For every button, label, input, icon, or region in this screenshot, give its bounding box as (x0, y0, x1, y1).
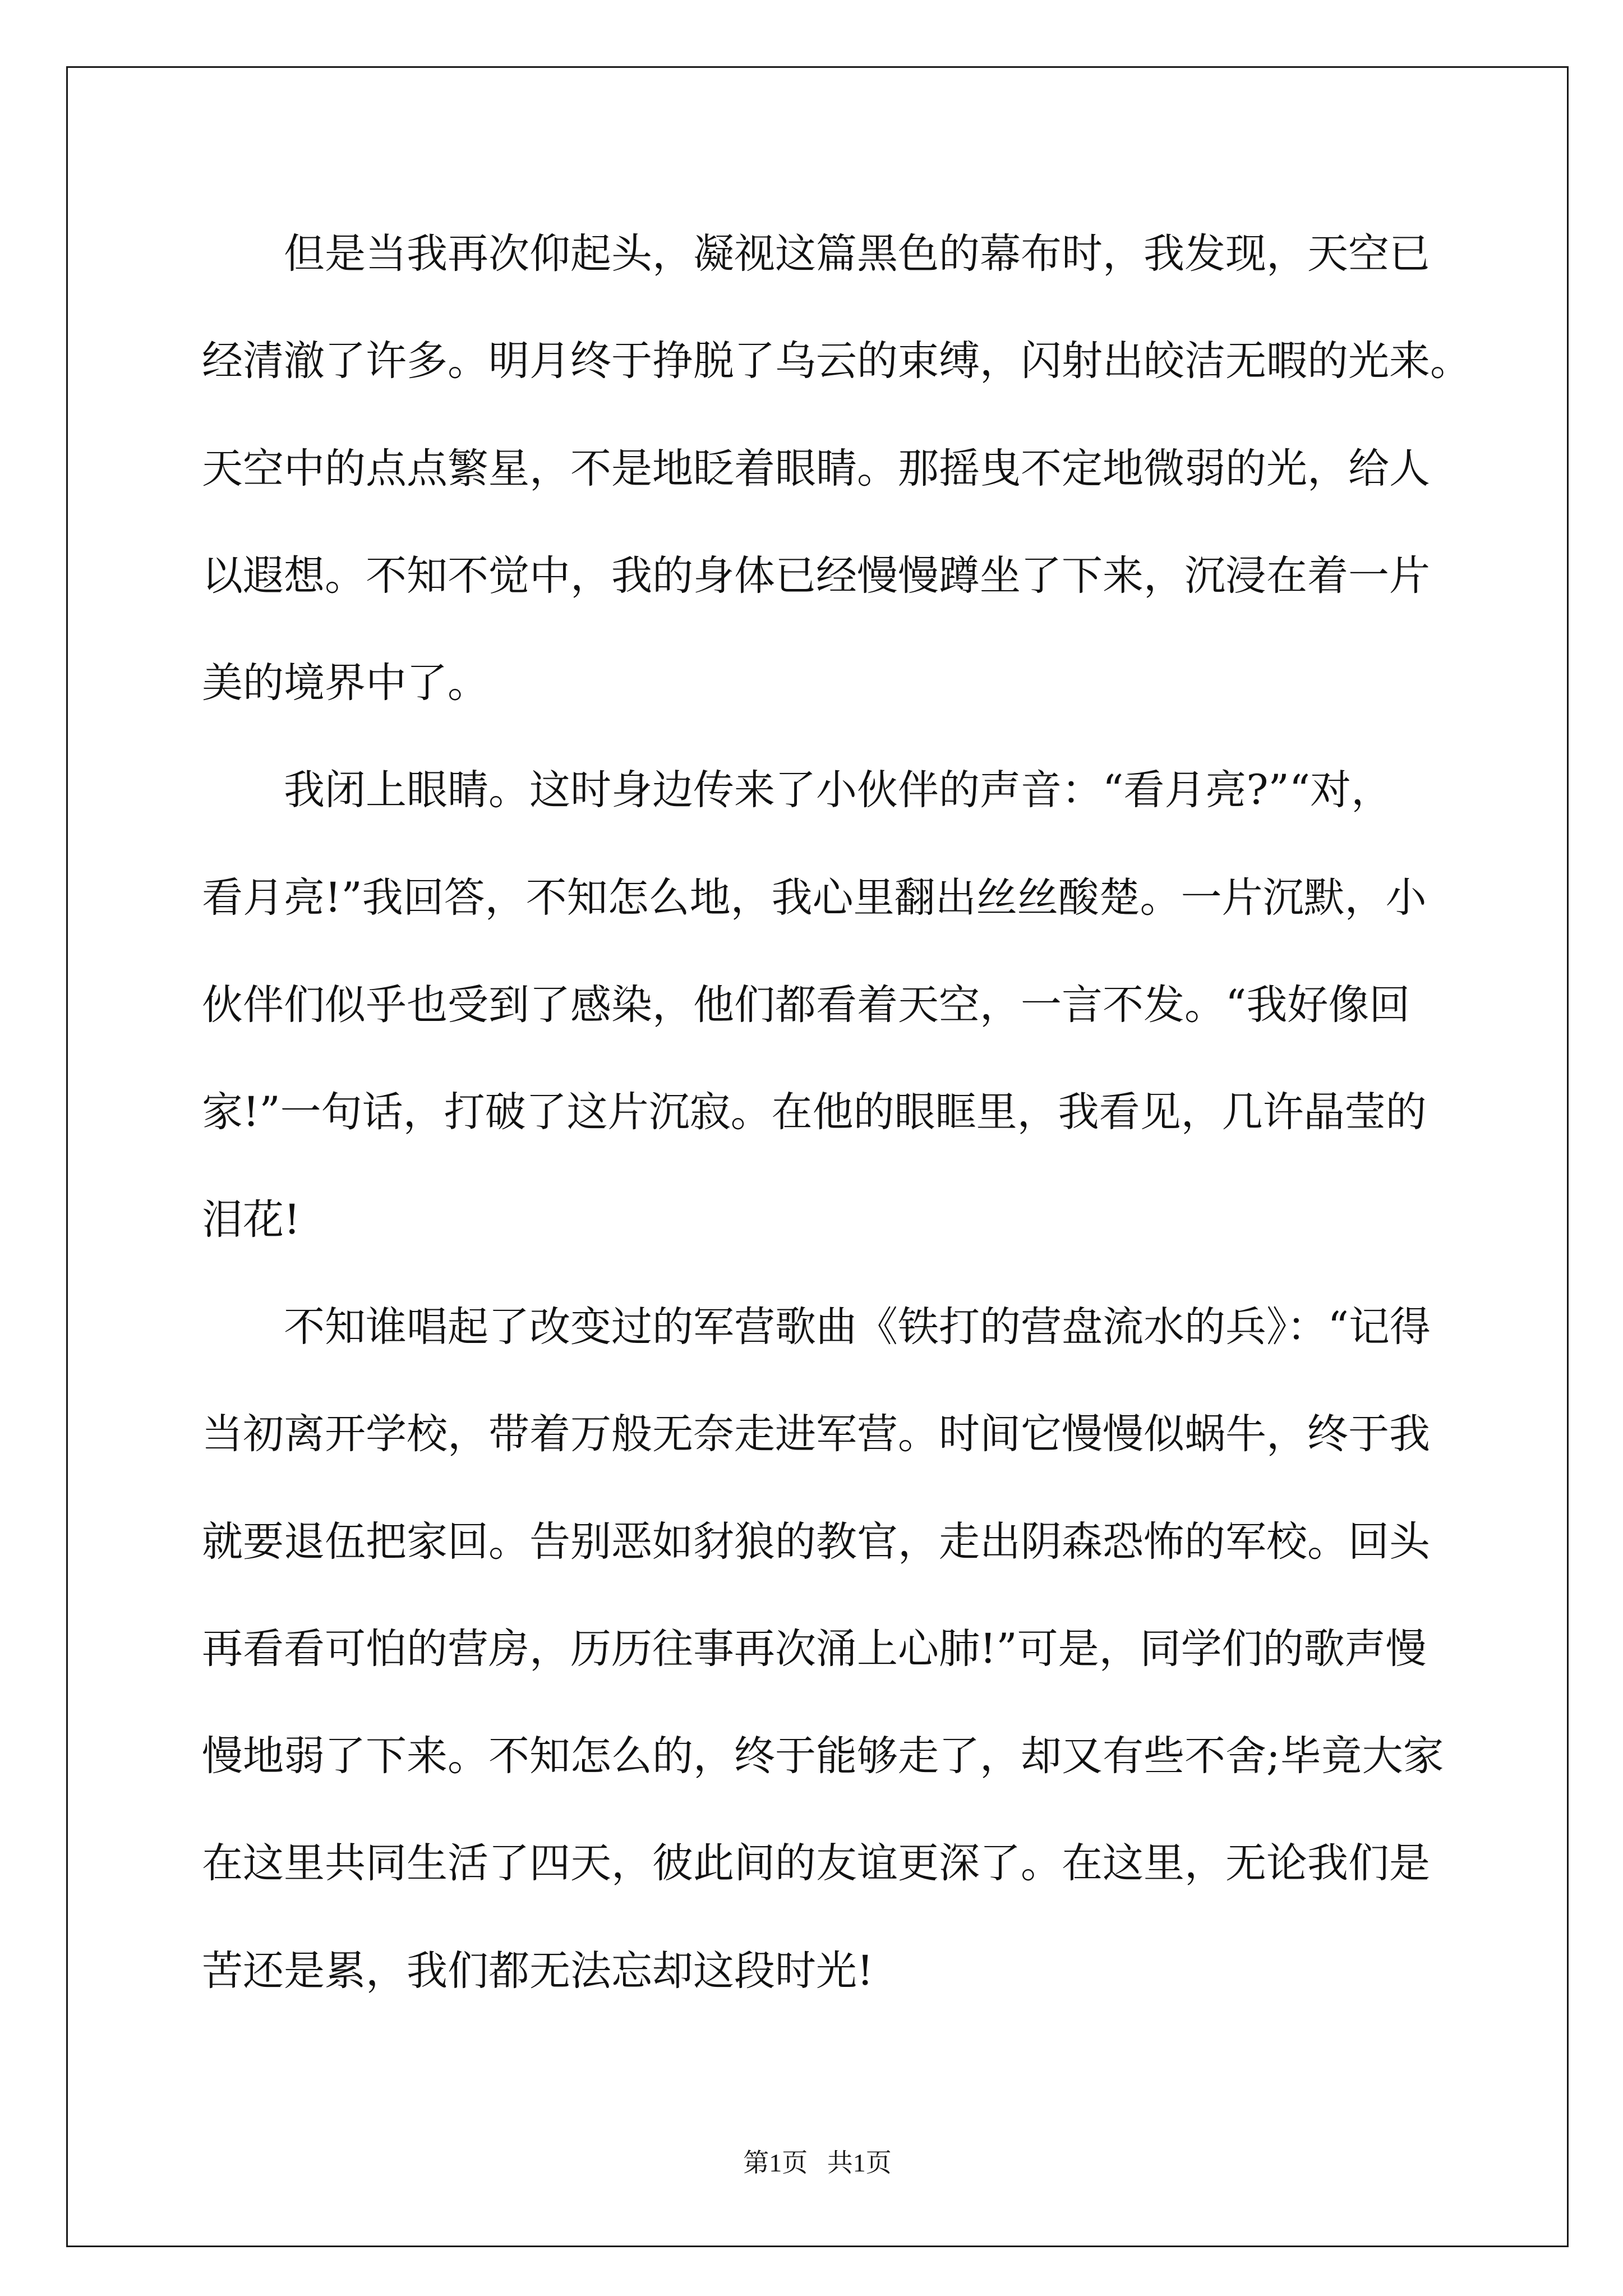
text-line: 泪花! (202, 1195, 301, 1244)
text-line: 经清澈了许多。明月终于挣脱了乌云的束缚，闪射出皎洁无暇的光来。 (202, 337, 1471, 385)
text-line: 再看看可怕的营房，历历往事再次涌上心肺!”可是，同学们的歌声慢 (202, 1625, 1427, 1673)
text-line: 慢地弱了下来。不知怎么的，终于能够走了，却又有些不舍;毕竟大家 (202, 1732, 1444, 1780)
text-line: 家!”一句话，打破了这片沉寂。在他的眼眶里，我看见，几许晶莹的 (202, 1088, 1427, 1137)
text-line: 就要退伍把家回。告别恶如豺狼的教官，走出阴森恐怖的军校。回头 (202, 1517, 1430, 1566)
text-line: 美的境界中了。 (202, 659, 488, 707)
text-line: 天空中的点点繁星，不是地眨着眼睛。那摇曳不定地微弱的光，给人 (202, 444, 1430, 493)
text-line: 看月亮!”我回答，不知怎么地，我心里翻出丝丝酸楚。一片沉默，小 (202, 873, 1427, 922)
paragraph-3 (202, 1273, 1492, 2024)
text-line: 苦还是累，我们都无法忘却这段时光! (202, 1947, 874, 1995)
text-line: 我闭上眼睛。这时身边传来了小伙伴的声音：“看月亮?”“对， (284, 766, 1393, 815)
page-number-footer: 第1页 共1页 (743, 2148, 892, 2177)
paragraph-2 (202, 737, 1492, 1273)
paragraph-1 (202, 200, 1492, 737)
text-line: 当初离开学校，带着万般无奈走进军营。时间它慢慢似蜗牛，终于我 (202, 1410, 1430, 1458)
text-line: 在这里共同生活了四天，彼此间的友谊更深了。在这里，无论我们是 (202, 1839, 1430, 1888)
text-line: 以遐想。不知不觉中，我的身体已经慢慢蹲坐了下来，沉浸在着一片 (202, 551, 1430, 600)
document-body (202, 200, 1492, 2024)
text-line: 伙伴们似乎也受到了感染，他们都看着天空，一言不发。“我好像回 (202, 981, 1410, 1029)
text-line: 不知谁唱起了改变过的军营歌曲《铁打的营盘流水的兵》：“记得 (284, 1303, 1431, 1351)
text-line: 但是当我再次仰起头，凝视这篇黑色的幕布时，我发现，天空已 (284, 230, 1430, 278)
